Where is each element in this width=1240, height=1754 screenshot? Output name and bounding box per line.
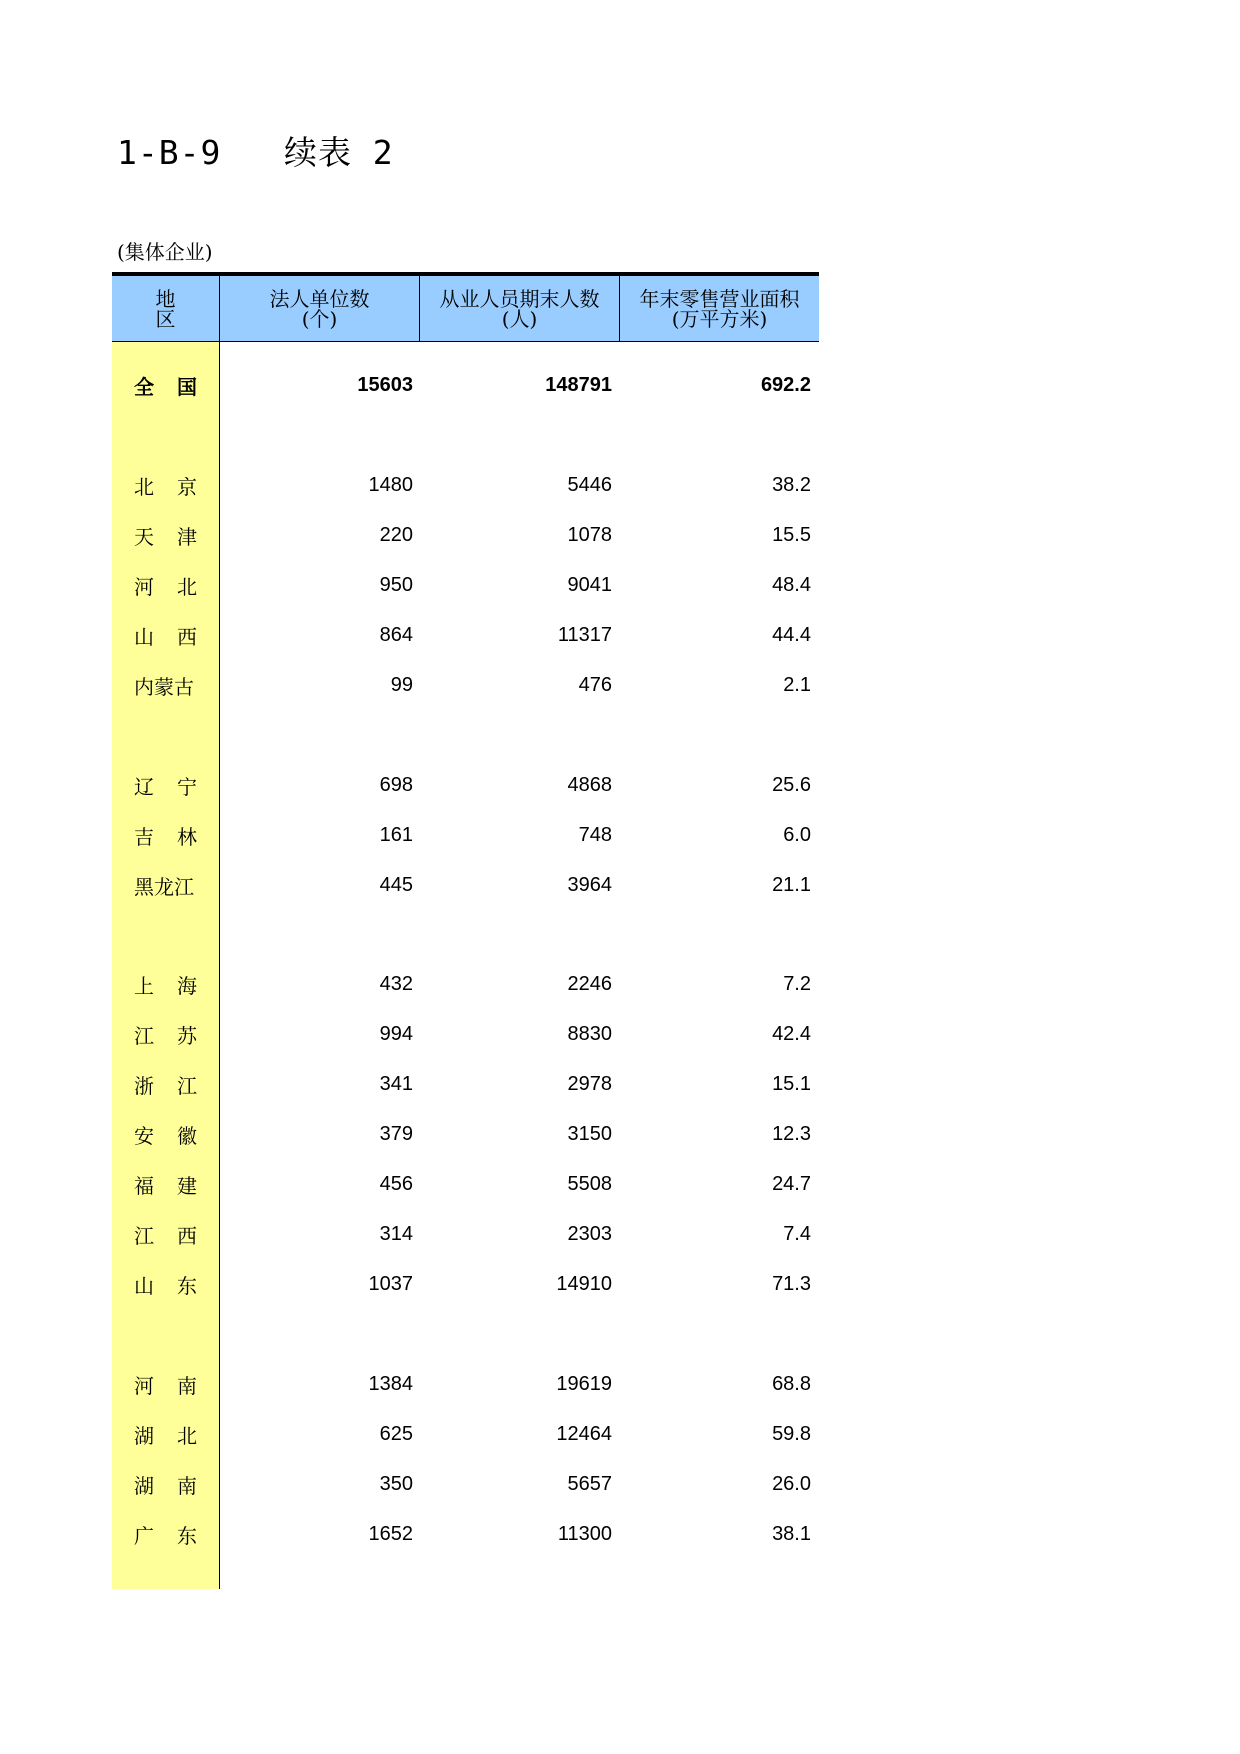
retail-area-cell: 24.7	[772, 1172, 811, 1195]
header-retail-area-label: 年末零售营业面积	[639, 286, 800, 311]
region-cell	[112, 1370, 219, 1399]
legal-units-cell: 350	[379, 1472, 413, 1495]
region-name-part: 北	[134, 474, 154, 499]
retail-area-cell: 25.6	[772, 773, 811, 796]
employees-cell: 12464	[556, 1422, 612, 1445]
legal-units-cell: 950	[379, 573, 413, 596]
region-name-part: 吉	[134, 824, 154, 849]
region-name-part: 山	[134, 624, 154, 649]
region-name-part: 建	[177, 1173, 197, 1198]
retail-area-cell: 7.2	[783, 972, 811, 995]
region-cell	[112, 571, 219, 600]
region-name-part: 京	[177, 474, 197, 499]
employees-cell: 11317	[557, 623, 612, 646]
table-row	[112, 610, 819, 660]
region-name-part: 辽	[134, 774, 154, 799]
employees-cell: 1078	[567, 523, 612, 546]
header-employees-unit: (人)	[501, 306, 538, 331]
table-row	[112, 660, 819, 710]
legal-units-cell: 341	[379, 1072, 413, 1095]
legal-units-cell: 445	[379, 873, 413, 896]
region-cell	[112, 621, 219, 650]
legal-units-cell: 864	[379, 623, 413, 646]
region-name-part: 江	[134, 1023, 154, 1048]
header-legal-units-label: 法人单位数	[269, 286, 370, 311]
region-name-part: 海	[177, 973, 197, 998]
region-cell	[112, 1070, 219, 1099]
legal-units-cell: 314	[379, 1222, 413, 1245]
table-header	[112, 272, 819, 342]
header-legal-units	[219, 276, 419, 341]
legal-units-cell: 15603	[357, 373, 413, 396]
region-name-part: 东	[177, 1273, 197, 1298]
region-cell	[112, 1120, 219, 1149]
table-row	[112, 1159, 819, 1209]
employees-cell: 3150	[567, 1122, 612, 1145]
region-cell	[112, 1470, 219, 1499]
region-name-part: 河	[134, 574, 154, 599]
employees-cell: 4868	[567, 773, 612, 796]
table-row	[112, 959, 819, 1009]
region-name-part: 林	[177, 824, 197, 849]
employees-cell: 9041	[567, 573, 612, 596]
table-row	[112, 510, 819, 560]
legal-units-cell: 220	[379, 523, 413, 546]
region-name-part: 内蒙古	[134, 674, 194, 699]
region-name-part: 国	[177, 374, 197, 399]
region-name-part: 南	[177, 1373, 197, 1398]
region-name-part: 湖	[134, 1423, 154, 1448]
region-name-part: 南	[177, 1473, 197, 1498]
region-name-part: 黑龙江	[134, 874, 194, 899]
table-row	[112, 810, 819, 860]
header-employees	[419, 276, 619, 341]
region-name-part: 西	[177, 624, 197, 649]
region-name-part: 江	[134, 1223, 154, 1248]
legal-units-cell: 1652	[368, 1522, 413, 1545]
table-row	[112, 1509, 819, 1559]
region-cell	[112, 1220, 219, 1249]
retail-area-cell: 692.2	[760, 373, 811, 396]
employees-cell: 11300	[557, 1522, 612, 1545]
retail-area-cell: 38.2	[772, 473, 811, 496]
legal-units-cell: 1384	[368, 1372, 413, 1395]
retail-area-cell: 15.1	[772, 1072, 811, 1095]
retail-area-cell: 2.1	[783, 673, 811, 696]
retail-area-cell: 15.5	[772, 523, 811, 546]
region-name-part: 江	[177, 1073, 197, 1098]
region-cell	[112, 1170, 219, 1199]
table-row	[112, 1009, 819, 1059]
region-name-part: 西	[177, 1223, 197, 1248]
region-name-part: 徽	[177, 1123, 197, 1148]
region-name-part: 安	[134, 1123, 154, 1148]
region-cell	[112, 371, 219, 400]
table-row	[112, 460, 819, 510]
legal-units-cell: 994	[379, 1022, 413, 1045]
retail-area-cell: 44.4	[772, 623, 811, 646]
region-cell	[112, 821, 219, 850]
employees-cell: 748	[578, 823, 612, 846]
table-row	[112, 1259, 819, 1309]
legal-units-cell: 1037	[368, 1272, 413, 1295]
legal-units-cell: 698	[379, 773, 413, 796]
table-row	[112, 1459, 819, 1509]
employees-cell: 5508	[567, 1172, 612, 1195]
table-row	[112, 1059, 819, 1109]
retail-area-cell: 38.1	[772, 1522, 811, 1545]
table-row	[112, 1109, 819, 1159]
header-region-label: 地 区	[155, 286, 194, 331]
region-name-part: 湖	[134, 1473, 154, 1498]
region-name-part: 北	[177, 574, 197, 599]
table-row	[112, 1209, 819, 1259]
legal-units-cell: 99	[390, 673, 413, 696]
retail-area-cell: 59.8	[772, 1422, 811, 1445]
region-name-part: 上	[134, 973, 154, 998]
region-cell	[112, 771, 219, 800]
employees-cell: 5657	[567, 1472, 612, 1495]
retail-area-cell: 48.4	[772, 573, 811, 596]
region-name-part: 天	[134, 524, 154, 549]
retail-area-cell: 42.4	[772, 1022, 811, 1045]
retail-area-cell: 68.8	[772, 1372, 811, 1395]
page-title: 1-B-9 续表 2	[117, 133, 394, 172]
table-row	[112, 760, 819, 810]
region-name-part: 宁	[177, 774, 197, 799]
region-name-part: 福	[134, 1173, 154, 1198]
region-name-part: 浙	[134, 1073, 154, 1098]
region-cell	[112, 1020, 219, 1049]
employees-cell: 2246	[567, 972, 612, 995]
region-cell	[112, 671, 219, 700]
region-name-part: 东	[177, 1523, 197, 1548]
employees-cell: 5446	[567, 473, 612, 496]
region-name-part: 山	[134, 1273, 154, 1298]
legal-units-cell: 625	[379, 1422, 413, 1445]
employees-cell: 8830	[567, 1022, 612, 1045]
region-cell	[112, 1420, 219, 1449]
region-name-part: 津	[177, 524, 197, 549]
region-name-part: 河	[134, 1373, 154, 1398]
retail-area-cell: 12.3	[772, 1122, 811, 1145]
employees-cell: 14910	[556, 1272, 612, 1295]
header-legal-units-unit: (个)	[301, 306, 338, 331]
legal-units-cell: 432	[379, 972, 413, 995]
retail-area-cell: 26.0	[772, 1472, 811, 1495]
region-cell	[112, 1270, 219, 1299]
table-subtitle: (集体企业)	[117, 240, 213, 264]
employees-cell: 2303	[567, 1222, 612, 1245]
region-cell	[112, 970, 219, 999]
header-region	[112, 276, 219, 341]
legal-units-cell: 456	[379, 1172, 413, 1195]
region-cell	[112, 871, 219, 900]
table-row	[112, 1359, 819, 1409]
employees-cell: 19619	[556, 1372, 612, 1395]
region-name-part: 北	[177, 1423, 197, 1448]
region-name-part: 广	[134, 1523, 154, 1548]
legal-units-cell: 161	[379, 823, 413, 846]
header-retail-area	[619, 276, 819, 341]
legal-units-cell: 379	[379, 1122, 413, 1145]
header-employees-label: 从业人员期末人数	[439, 286, 600, 311]
region-cell	[112, 521, 219, 550]
region-name-part: 全	[134, 374, 154, 399]
table-row	[112, 1409, 819, 1459]
table-row	[112, 860, 819, 910]
region-cell	[112, 1520, 219, 1549]
region-name-part: 苏	[177, 1023, 197, 1048]
retail-area-cell: 6.0	[783, 823, 811, 846]
employees-cell: 148791	[545, 373, 612, 396]
table-row-total	[112, 360, 819, 410]
retail-area-cell: 21.1	[772, 873, 811, 896]
retail-area-cell: 71.3	[772, 1272, 811, 1295]
retail-area-cell: 7.4	[783, 1222, 811, 1245]
employees-cell: 476	[578, 673, 612, 696]
header-retail-area-unit: (万平方米)	[671, 306, 768, 331]
employees-cell: 3964	[567, 873, 612, 896]
region-cell	[112, 471, 219, 500]
employees-cell: 2978	[567, 1072, 612, 1095]
legal-units-cell: 1480	[368, 473, 413, 496]
table-row	[112, 560, 819, 610]
